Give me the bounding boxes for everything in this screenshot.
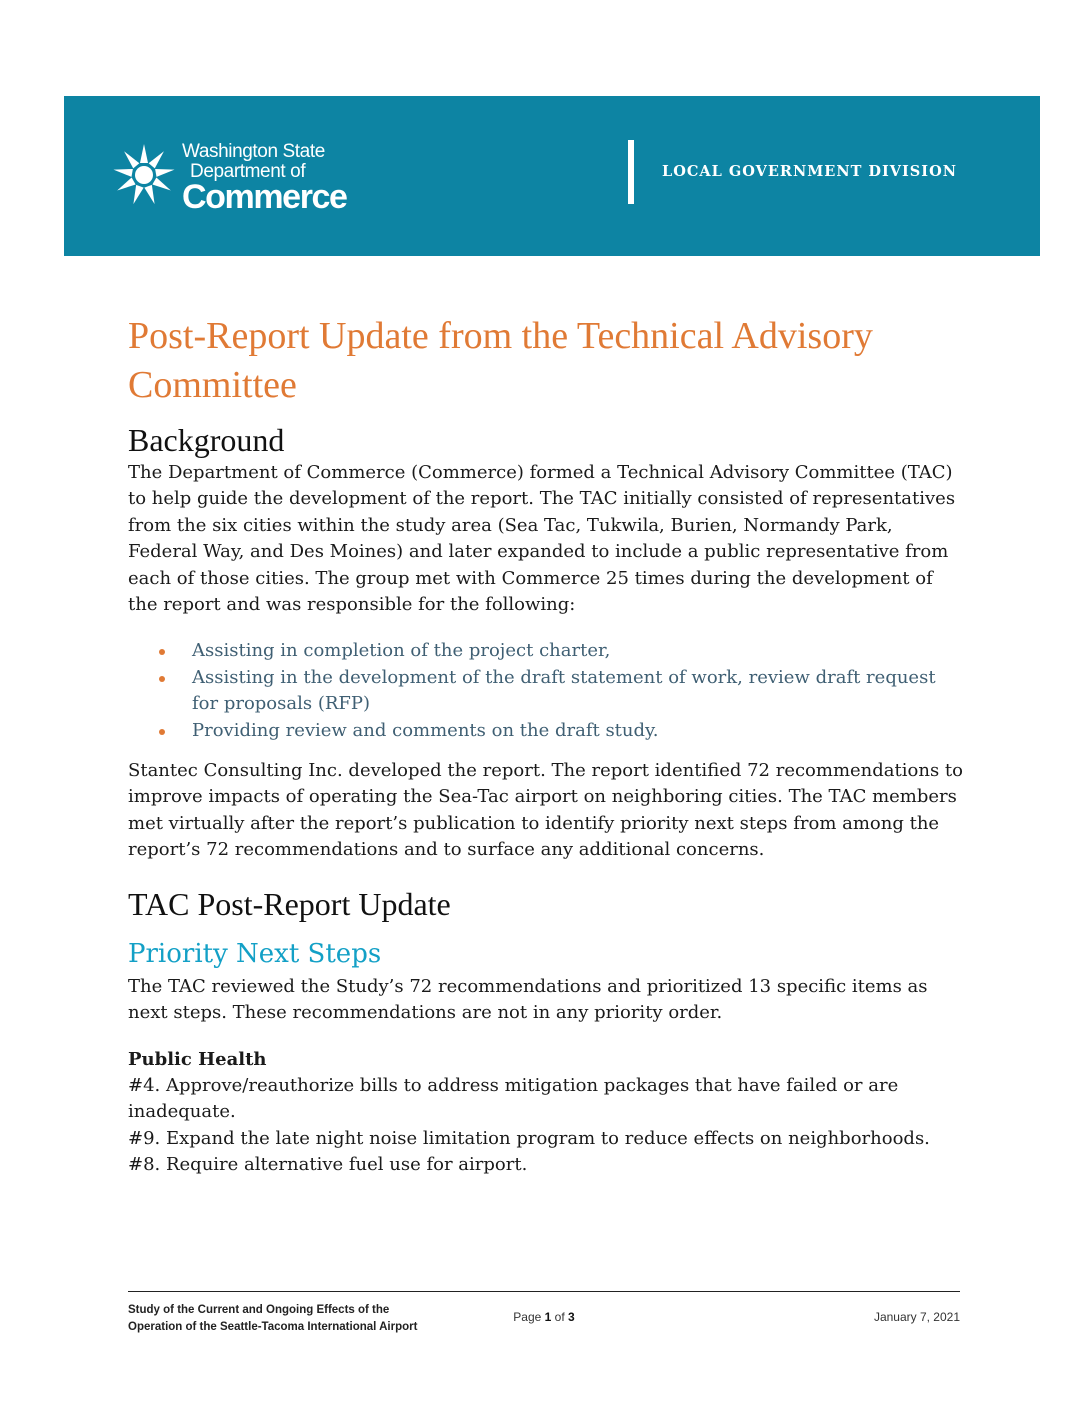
recommendation-item: #9. Expand the late night noise limitation program to reduce effects on neighborhoods. <box>128 1127 930 1149</box>
logo-line-3: Commerce <box>182 178 347 216</box>
page-word: Page <box>513 1310 542 1324</box>
division-label: LOCAL GOVERNMENT DIVISION <box>662 163 957 180</box>
footer-study-line-2: Operation of the Seattle-Tacoma International Airport <box>128 1321 418 1333</box>
responsibilities-list <box>128 638 963 744</box>
update-heading: TAC Post-Report Update <box>128 885 451 922</box>
public-health-heading: Public Health <box>128 1048 267 1070</box>
logo-wordmark <box>182 141 347 216</box>
footer-study-line-1: Study of the Current and Ongoing Effects of the <box>128 1304 390 1316</box>
document-body <box>128 312 963 1179</box>
footer-date: January 7, 2021 <box>873 1310 960 1324</box>
commerce-logo[interactable] <box>112 141 347 216</box>
of-word: of <box>554 1310 565 1324</box>
page-number: 1 <box>544 1310 552 1324</box>
recommendation-item: #4. Approve/reauthorize bills to address mitigation packages that have failed or are inadequate. <box>128 1074 899 1123</box>
recommendation-item: #8. Require alternative fuel use for airport. <box>128 1154 528 1176</box>
page-total: 3 <box>568 1310 575 1324</box>
sunburst-logo-icon <box>112 142 176 208</box>
background-paragraph-1: The Department of Commerce (Commerce) formed a Technical Advisory Committee (TAC) to help guide the development of the report. The TAC initially consisted of representatives from the six cities within the study area (Sea Tac, Tukwila, Burien, Normandy Park, Federal Way, and Des Moines) and later expanded to include a public representative from each of those cities. The group met with Commerce 25 times during the development of the report and was responsible for the following: <box>128 462 956 616</box>
list-item: Assisting in the development of the draft statement of work, review draft request for proposals (RFP) <box>128 665 963 718</box>
priority-subheading: Priority Next Steps <box>128 938 382 969</box>
footer-divider <box>128 1291 960 1292</box>
banner-divider <box>628 140 634 204</box>
list-item: Assisting in completion of the project charter, <box>128 638 963 664</box>
logo-line-2: Department of <box>190 161 306 182</box>
background-heading: Background <box>128 422 285 458</box>
list-item: Providing review and comments on the draft study. <box>128 718 963 744</box>
footer-study-title <box>128 1302 417 1336</box>
logo-line-1: Washington State <box>182 141 325 162</box>
page-indicator <box>464 1310 624 1324</box>
background-paragraph-2: Stantec Consulting Inc. developed the report. The report identified 72 recommendations to improve impacts of operating the Sea-Tac airport on neighboring cities. The TAC members met virtually after the report’s publication to identify priority next steps from among the report’s 72 recommendations and to surface any additional concerns. <box>128 760 963 861</box>
priority-paragraph: The TAC reviewed the Study’s 72 recommendations and prioritized 13 specific items as next steps. These recommendations are not in any priority order. <box>128 975 928 1024</box>
header-banner <box>64 96 1040 256</box>
document-title: Post-Report Update from the Technical Advisory Committee <box>128 315 873 406</box>
